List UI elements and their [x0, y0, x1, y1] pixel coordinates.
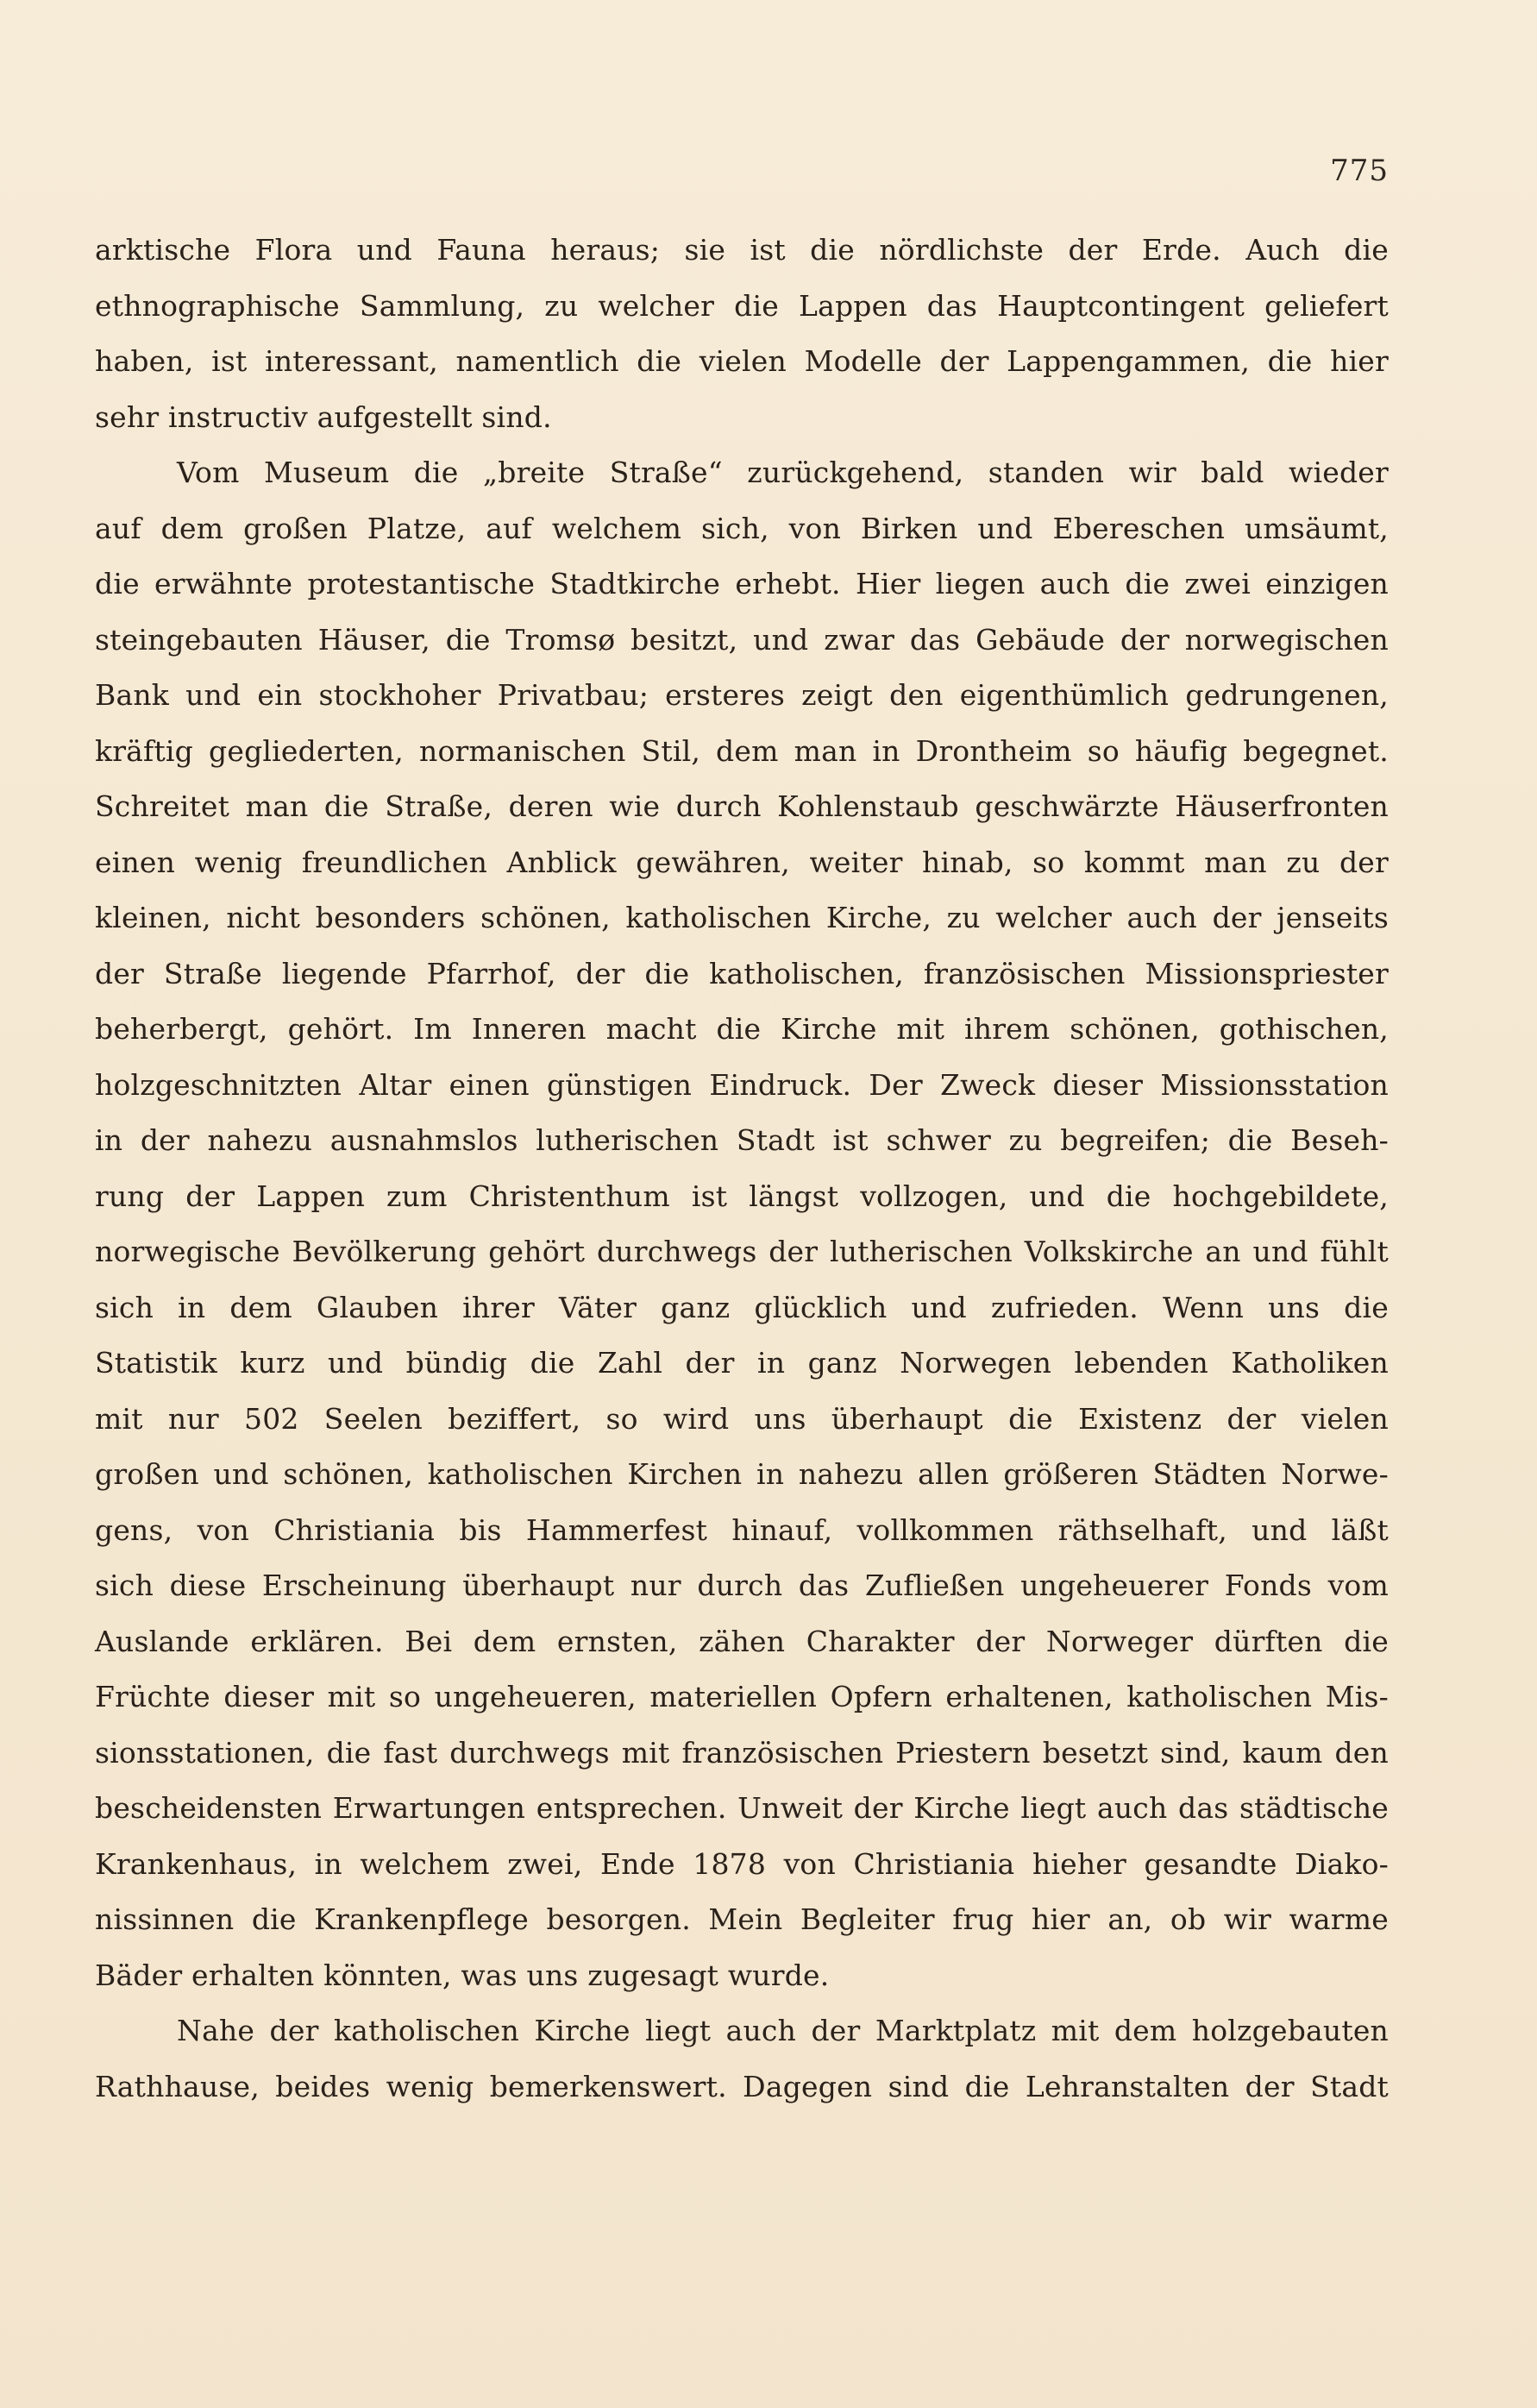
- text-line: Auslande erklären. Bei dem ernsten, zähen Charakter der Norweger dürften die: [95, 1624, 1389, 1658]
- text-line: sehr instructiv aufgestellt sind.: [95, 399, 552, 434]
- text-line: kräftig gegliederten, normanischen Stil, dem man in Drontheim so häufig begegnet.: [95, 733, 1389, 768]
- text-line: rung der Lappen zum Christenthum ist längst vollzogen, und die hochgebildete,: [95, 1179, 1389, 1213]
- text-line: auf dem großen Platze, auf welchem sich, von Birken und Ebereschen umsäumt,: [95, 511, 1389, 545]
- text-line: einen wenig freundlichen Anblick gewähren, weiter hinab, so kommt man zu der: [95, 845, 1389, 879]
- paragraph-start-line: Nahe der katholischen Kirche liegt auch der Marktplatz mit dem holzgebauten: [177, 2014, 1389, 2047]
- text-line: steingebauten Häuser, die Tromsø besitzt, und zwar das Gebäude der norwegischen: [95, 622, 1389, 657]
- text-line: arktische Flora und Fauna heraus; sie ist die nördlichste der Erde. Auch die: [95, 233, 1389, 267]
- text-line: beherbergt, gehört. Im Inneren macht die Kirche mit ihrem schönen, gothischen,: [95, 1012, 1389, 1046]
- text-line: mit nur 502 Seelen beziffert, so wird uns überhaupt die Existenz der vielen: [95, 1401, 1389, 1436]
- text-line: kleinen, nicht besonders schönen, katholischen Kirche, zu welcher auch der jenseits: [95, 901, 1389, 934]
- text-line: sionsstationen, die fast durchwegs mit französischen Priestern besetzt sind, kaum den: [95, 1735, 1389, 1770]
- text-line: holzgeschnitzten Altar einen günstigen Eindruck. Der Zweck dieser Missionsstation: [95, 1067, 1389, 1102]
- text-line: norwegische Bevölkerung gehört durchwegs der lutherischen Volkskirche an und fühlt: [95, 1235, 1389, 1268]
- text-line: ethnographische Sammlung, zu welcher die Lappen das Hauptcontingent geliefert: [95, 288, 1389, 323]
- text-line: sich diese Erscheinung überhaupt nur durch das Zufließen ungeheuerer Fonds vom: [95, 1569, 1389, 1602]
- text-line: Früchte dieser mit so ungeheueren, materiellen Opfern erhaltenen, katholischen Mis-: [95, 1680, 1389, 1713]
- paragraph-start-line: Vom Museum die „breite Straße“ zurückgehend, standen wir bald wieder: [177, 456, 1389, 489]
- text-line: die erwähnte protestantische Stadtkirche erhebt. Hier liegen auch die zwei einzigen: [95, 567, 1389, 600]
- page-number: 775: [1330, 154, 1389, 188]
- body-text: [95, 223, 1389, 2115]
- text-line: Statistik kurz und bündig die Zahl der in ganz Norwegen lebenden Katholiken: [95, 1346, 1389, 1380]
- text-line: Bank und ein stockhoher Privatbau; ersteres zeigt den eigenthümlich gedrungenen,: [95, 678, 1389, 712]
- text-line: bescheidensten Erwartungen entsprechen. Unweit der Kirche liegt auch das städtische: [95, 1791, 1389, 1825]
- text-line: haben, ist interessant, namentlich die vielen Modelle der Lappengammen, die hier: [95, 344, 1389, 378]
- text-line: nissinnen die Krankenpflege besorgen. Mein Begleiter frug hier an, ob wir warme: [95, 1902, 1389, 1936]
- text-line: Krankenhaus, in welchem zwei, Ende 1878 von Christiania hieher gesandte Diako-: [95, 1846, 1389, 1881]
- text-line: sich in dem Glauben ihrer Väter ganz glücklich und zufrieden. Wenn uns die: [95, 1290, 1389, 1324]
- text-line: gens, von Christiania bis Hammerfest hinauf, vollkommen räthselhaft, und läßt: [95, 1512, 1389, 1547]
- text-line: großen und schönen, katholischen Kirchen in nahezu allen größeren Städten Norwe-: [95, 1457, 1389, 1491]
- text-line: Bäder erhalten könnten, was uns zugesagt wurde.: [95, 1958, 830, 1992]
- text-line: in der nahezu ausnahmslos lutherischen Stadt ist schwer zu begreifen; die Beseh-: [95, 1123, 1389, 1157]
- text-line: Schreitet man die Straße, deren wie durch Kohlenstaub geschwärzte Häuserfronten: [95, 789, 1389, 823]
- text-line: der Straße liegende Pfarrhof, der die katholischen, französischen Missionspriester: [95, 956, 1389, 990]
- text-line: Rathhause, beides wenig bemerkenswert. Dagegen sind die Lehranstalten der Stadt: [95, 2069, 1389, 2103]
